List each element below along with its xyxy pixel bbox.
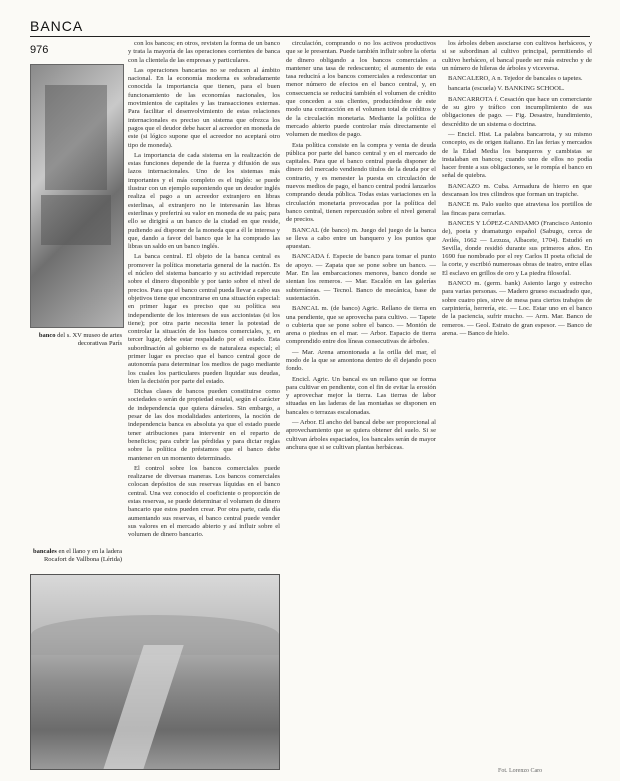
photo-credit: Fot. Lorenzo Caro [498,768,543,774]
bench-caption [30,332,122,348]
bench-seat-shape [41,195,111,245]
entry: BANCAL (de banco) m. Juego del juego de la banca se lleva a cabo entre un banquero y los puntos que apuestan. [286,226,436,251]
running-head: BANCA [30,18,84,34]
entry: BANCAZO m. Cuba. Armadura de hierro en que descansan los tres cilindros que forman un trapiche. [442,182,592,199]
text-column-3 [442,40,592,768]
bench-caption-bold: banco [38,332,56,339]
paragraph: La banca central. El objeto de la banca central es promover la política monetaria general de la nación. Es el núcleo del sistema bancario y su actividad repercute sobre el dinero disponible y por tanto sobre el nivel de precios. Para que el banco central pueda llevar a cabo sus objetivos tiene que encontrarse en una situación especial: en primer lugar es preciso que su política sea independiente de los intereses de sus accionistas (si los tiene); por otra parte necesita tener la potestad de controlar la situación de los bancos comerciales, y, en tercer lugar, debe estar respaldado por el estado. Esta subordinación al gobierno es de naturaleza especial; el primer lugar es preciso que el banco central goce de autonomía para determinar los medios de pago mediante los cuales los particulares pueden liquidar sus deudas, bien la decisión por parte del estado. [128,253,280,385]
paragraph: Las operaciones bancarias no se reducen al ámbito nacional. En la economía moderna es sobradamente conocida la importancia que tienen, para el buen funcionamiento de las economías nacionales, los movimientos de capitales y las transacciones externas. Para facilitar el desenvolvimiento de estas relaciones internacionales es preciso un sistema que ofrezca los pagos que el deudor debe hacer al acreedor en moneda de este (si lógico supone que el acreedor no aceptará otro tipo de moneda). [128,66,280,149]
bench-photo [30,64,124,328]
paragraph: — Mar. Arena amontonada a la orilla del mar, el modo de la que se amontona dentro de él dejando poco fondo. [286,348,436,373]
entry: BANCE m. Palo suelto que atraviesa los portillos de las fincas para cerrarlas. [442,201,592,217]
entry: BANCES Y LÓPEZ-CANDAMO (Francisco Antonio de), poeta y dramaturgo español (Sabugo, cerca de Avilés, 1662 — Lezuza, Albacete, 1704). Estudió en Sevilla, donde residió durante sus primeros años. En 1690 fue nombrado por el rey Carlos II poeta oficial de la corte, y escribió numerosas obras de teatro, entre ellas El esclavo en grillos de oro y La piedra filosofal. [442,219,592,277]
page-number: 976 [30,44,49,56]
text-column-2 [286,40,436,768]
entry: BANCADA f. Especie de banco para tomar el punto de apoyo. — Zapata que se pone sobre un banco. — Mar. En las embarcaciones menores, banco donde se sientan los remeros. — Mar. Escalón en las galerías subterráneas. — Tecnol. Banco de mecánica, base de sustentación. [286,253,436,302]
paragraph: — Arbor. El ancho del bancal debe ser proporcional al aprovechamiento que se quiera obtener del suelo. Si se cultivan árboles espaciados, los bancales serán de mayor anchura que si se cultivan plantas herbáceas. [286,419,436,451]
paragraph: circulación, comprando o no los activos productivos que se le presentan. Puede también influir sobre la oferta de dinero obligando a los bancos comerciales a mantener una tasa de redescuento; el aumento de esta tasa reducirá a los bancos comerciales a redescontar un menor número de efectos en el banco central, y, en consecuencia se reducirá también el volumen de crédito que conceden a sus clientes, produciéndose de este modo una contracción en el volumen total de créditos y de la circulación monetaria. Mediante la política de mercado abierto puede controlar más directamente el volumen de medios de pago. [286,40,436,139]
terraces-caption-rest: en el llano y en la ladera Rocafort de Vallbona (Lérida) [43,548,122,564]
paragraph: con los bancos; en otros, revisten la forma de un banco y trata la mayoría de las operaciones corrientes de banca con la clientela de las empresas y particulares. [128,40,280,64]
terraces-photo [30,574,280,770]
paragraph: los árboles deben asociarse con cultivos herbáceos, y si se subordinan al cultivo principal, permitiendo el cultivo herbáceo, el bancal puede ser más estrecho y de un número de hileras de árboles y viceversa. [442,40,592,72]
entry: BANCARROTA f. Cesación que hace un comerciante de su giro y tráfico con incumplimiento de sus obligaciones de pago. — Fig. Desastre, hundimiento, descrédito de un sistema o doctrina. [442,95,592,128]
paragraph: Dichas clases de bancos pueden constituirse como sociedades o serán de propiedad estatal, según el carácter de independencia que quiera dárseles. Sin embargo, a pesar de las dos modalidades anteriores, la noción de independencia banca es absoluta ya que el estado puede tener atribuciones para intervenir en el reparto de beneficios; para cubrir las pérdidas y para dictar reglas sobre la política de préstamos que el banco debe mantener en un momento determinado. [128,388,280,462]
terraces-caption [30,548,122,564]
text-column-1 [128,40,280,565]
entry: bancaria (escuela) V. BANKING SCHOOL. [448,85,565,93]
entry: BANCALERO, A n. Tejedor de bancales o tapetes. [448,75,583,83]
entry: BANCO m. (germ. bank) Asiento largo y estrecho para varias personas. — Madero grueso escuadrado que, sobre cuatro pies, sirve de mesa para ciertos trabajos de carpintería, herrería, etc. — Loc. Estar uno en el banco de la paciencia, sufrir mucho. — Arm. Mar. Banco de remeros. — Geol. Estrato de gran espesor. — Banco de arena. — Banco de hielo. [442,280,592,337]
bench-caption-rest: del s. XV museo de artes decorativas París [55,332,122,348]
entry: BANCAL m. (de banco) Agric. Rellano de tierra en una pendiente, que se aprovecha para cultivo. — Tapete o cubierta que se pone sobre el banco. — Montón de arena o piedras en el mar. — Arbor. Espacio de tierra comprendido entre dos líneas consecutivas de árboles. [286,305,436,346]
header-rule [30,36,590,37]
terraces-road-shape [98,645,183,770]
paragraph: — Encicl. Hist. La palabra bancarrota, y su mismo concepto, es de origen italiano. En las ferias y mercados de la Edad Media los banqueros y cambistas se instalaban en bancos; cuando uno de ellos no podía hacer frente a sus obligaciones, se le rompía el banco en señal de quiebra. [442,130,592,180]
terraces-caption-bold: bancales [33,548,57,555]
bench-back-shape [45,85,107,190]
paragraph: El control sobre los bancos comerciales puede realizarse de diversas maneras. Los bancos comerciales colocan depósitos de sus reservas líquidas en el banco central. Una vez conocido el coeficiente o proporción de estas reservas, se puede determinar el volumen de dinero bancario que estos pueden crear. Por otra parte, cada día aumentando sus reservas, el banco central puede vender sus valores en el mercado abierto y así influir sobre el volumen de dinero bancario. [128,464,280,539]
paragraph: Esta política consiste en la compra y venta de deuda pública por parte del banco central y en el mercado de capitales. Para que el banco central pueda disponer de dinero del mercado vendiendo títulos de la deuda por el contrario, y es menester la puesta en circulación de nuevos medios de pago, el banco central podrá lanzarlos comprando deuda pública. Todas estas variaciones en la circulación monetaria provocadas por la política del banco central, tienen repercusión sobre el nivel general de precios. [286,141,436,224]
paragraph: Encicl. Agric. Un bancal es un rellano que se forma para cultivar en pendiente, con el fin de evitar la erosión y aprovechar mejor la tierra. Las tierras de labor situadas en las laderas de las montañas se disponen en bancales o terrazas escalonadas. [286,375,436,416]
paragraph: La importancia de cada sistema en la realización de estas funciones depende de la fuerza y difusión de sus lazos internacionales. Uno de los sistemas más importantes y el más completo es el inglés: se puede ilustrar con un ejemplo suponiendo que un deudor inglés realiza el pago a un acreedor extranjero en libras esterlinas, al extranjero no le interesarán las libras esterlinas y preferirá su valor en moneda de su país; para ello se dirigirá a un banco de la ciudad en que reside, pudiendo así disponer de la moneda que a él le interesa y que, dando a favor del banco que le ha comprado las libras un saldo en un banco inglés. [128,151,280,251]
